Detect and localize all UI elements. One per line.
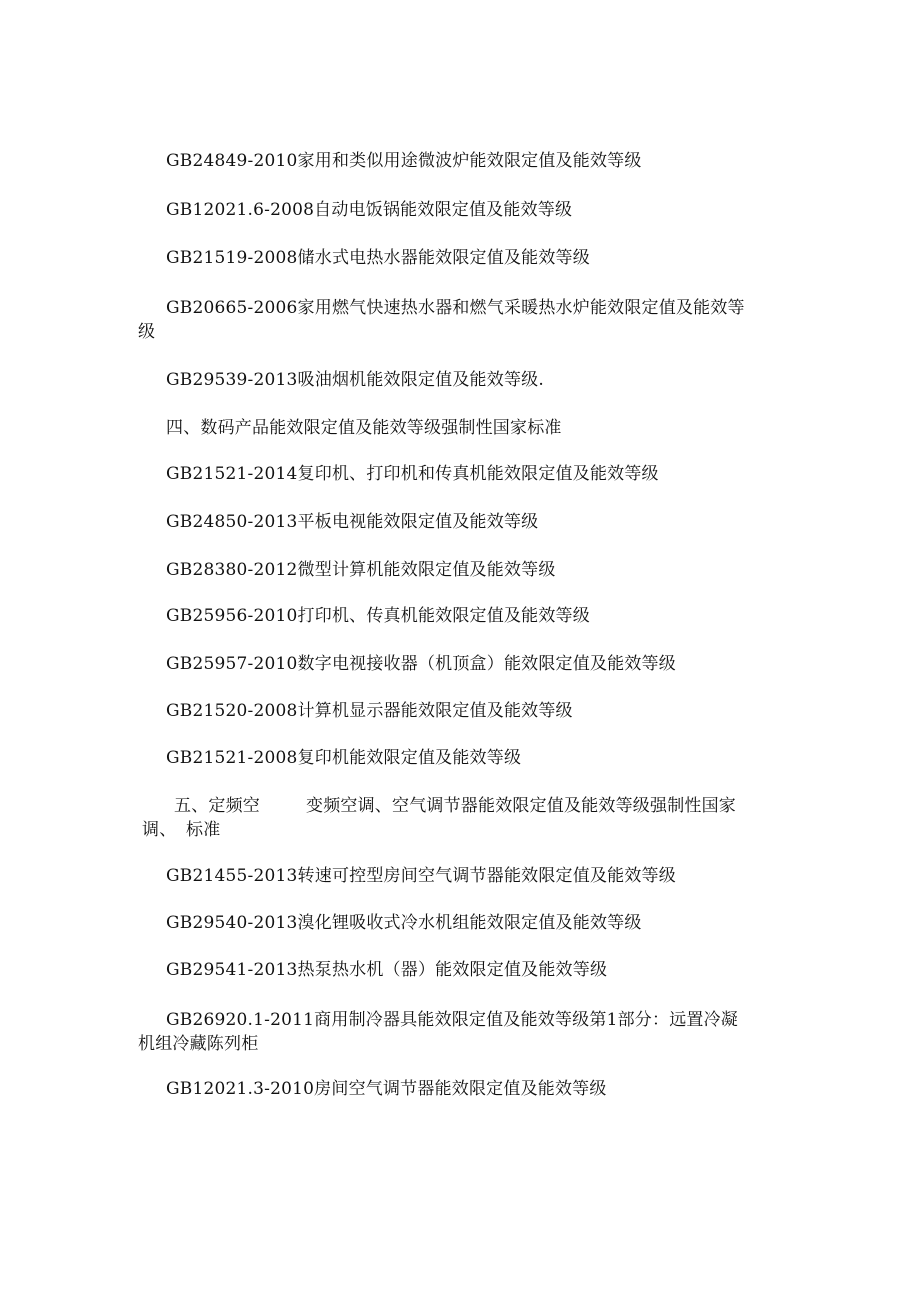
standard-line: GB24849-2010家用和类似用途微波炉能效限定值及能效等级 [166,151,642,171]
standard-line: GB20665-2006家用燃气快速热水器和燃气采暖热水炉能效限定值及能效等 [166,298,745,318]
section-heading-part: 标准 [186,820,221,840]
standard-line: GB21520-2008计算机显示器能效限定值及能效等级 [166,701,573,721]
section-heading-part: 五、定频空 [174,796,260,816]
standard-line: GB21521-2014复印机、打印机和传真机能效限定值及能效等级 [166,464,659,484]
standard-line: GB29540-2013溴化锂吸收式冷水机组能效限定值及能效等级 [166,913,642,933]
standard-line: GB21519-2008储水式电热水器能效限定值及能效等级 [166,248,590,268]
standard-line: GB25957-2010数字电视接收器（机顶盒）能效限定值及能效等级 [166,654,676,674]
standard-line: GB25956-2010打印机、传真机能效限定值及能效等级 [166,606,590,626]
section-heading: 四、数码产品能效限定值及能效等级强制性国家标准 [166,418,562,438]
standard-line: GB26920.1-2011商用制冷器具能效限定值及能效等级第1部分：远置冷凝 [166,1010,738,1030]
standard-line: GB12021.3-2010房间空气调节器能效限定值及能效等级 [166,1079,607,1099]
standard-line: GB21455-2013转速可控型房间空气调节器能效限定值及能效等级 [166,866,676,886]
standard-line: GB12021.6-2008自动电饭锅能效限定值及能效等级 [166,200,573,220]
standard-line-continuation: 机组冷藏陈列柜 [138,1034,259,1054]
standard-line-continuation: 级 [138,322,156,342]
standard-line: GB21521-2008复印机能效限定值及能效等级 [166,748,522,768]
section-heading-part: 调、 [142,820,177,840]
section-heading-part: 变频空调、空气调节器能效限定值及能效等级强制性国家 [306,796,736,816]
standard-line: GB29541-2013热泵热水机（器）能效限定值及能效等级 [166,960,608,980]
standard-line: GB28380-2012微型计算机能效限定值及能效等级 [166,560,556,580]
standard-line: GB24850-2013平板电视能效限定值及能效等级 [166,512,539,532]
standard-line: GB29539-2013吸油烟机能效限定值及能效等级. [166,370,544,390]
